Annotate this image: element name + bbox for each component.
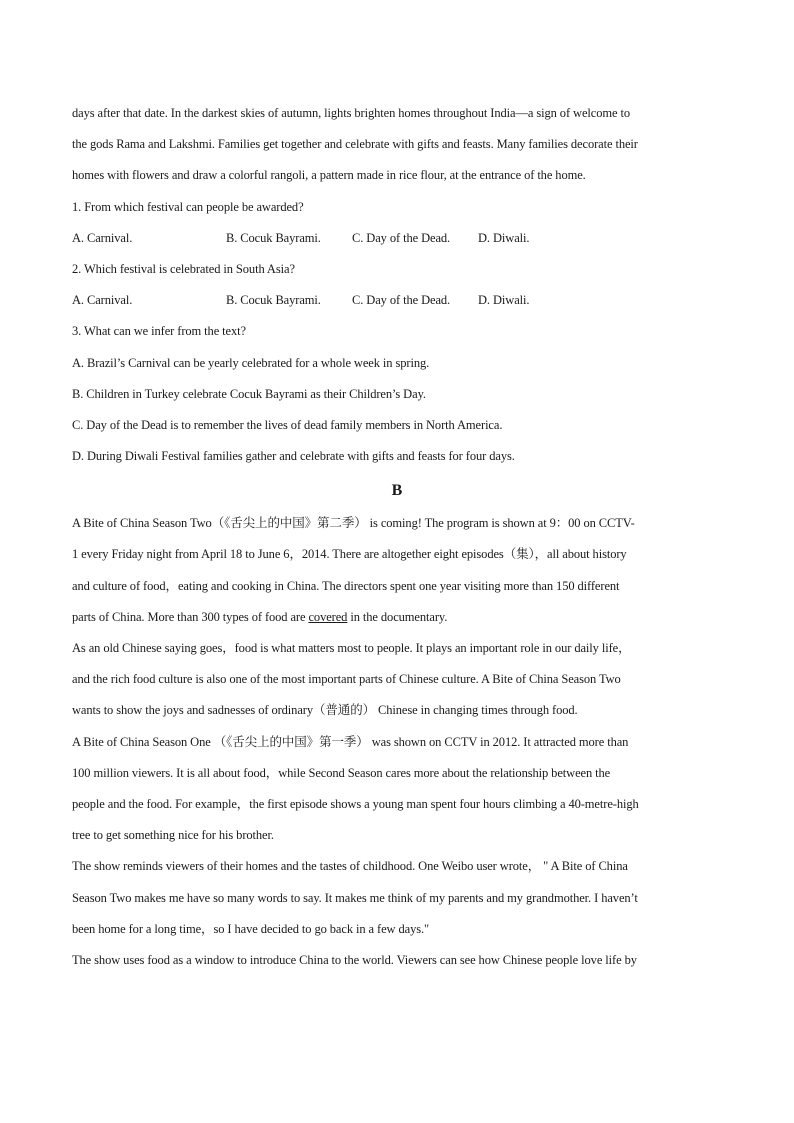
text-line: been home for a long time，so I have decided to go back in a few days.": [72, 921, 430, 936]
text-line: Season Two makes me have so many words to say. It makes me think of my parents and my grandmother. I haven’t: [72, 890, 638, 905]
text-line: wants to show the joys and sadnesses of ordinary（普通的） Chinese in changing times through food.: [72, 703, 578, 718]
underlined-word: covered: [308, 609, 348, 624]
text-line: people and the food. For example，the first episode shows a young man spent four hours climbing a 40-metre-high: [72, 796, 639, 811]
text-line: and culture of food，eating and cooking in China. The directors spent one year visiting more than 150 different: [72, 578, 620, 593]
text-line: The show reminds viewers of their homes and the tastes of childhood. One Weibo user wrote， " A Bite of China: [72, 859, 628, 874]
question-stem: 2. Which festival is celebrated in South Asia?: [72, 261, 295, 276]
text-line: the gods Rama and Lakshmi. Families get together and celebrate with gifts and feasts. Many families decorate their: [72, 137, 638, 152]
option-c: C. Day of the Dead.: [352, 293, 451, 308]
document-page: [72, 98, 722, 976]
option-a: A. Carnival.: [72, 230, 133, 245]
text-line: homes with flowers and draw a colorful rangoli, a pattern made in rice flour, at the entrance of the home.: [72, 168, 586, 183]
option-row: [72, 285, 722, 316]
option-c: C. Day of the Dead.: [352, 230, 451, 245]
text-segment: parts of China. More than 300 types of food are: [72, 609, 309, 624]
option-c: C. Day of the Dead is to remember the lives of dead family members in North America.: [72, 417, 503, 432]
option-a: A. Brazil’s Carnival can be yearly celebrated for a whole week in spring.: [72, 355, 430, 370]
option-d: D. During Diwali Festival families gather and celebrate with gifts and feasts for four days.: [72, 449, 515, 464]
text-segment: in the documentary.: [347, 609, 448, 624]
passage-b: [72, 508, 722, 976]
text-line: and the rich food culture is also one of the most important parts of Chinese culture. A Bite of China Season Two: [72, 672, 621, 687]
text-line: tree to get something nice for his brother.: [72, 828, 274, 843]
option-b: B. Cocuk Bayrami.: [226, 230, 321, 245]
section-heading-b: B: [391, 482, 403, 500]
question-stem: 1. From which festival can people be awarded?: [72, 199, 304, 214]
text-line: A Bite of China Season Two（《舌尖上的中国》第二季） is coming! The program is shown at 9：00 on CCTV-: [72, 516, 635, 531]
text-line: days after that date. In the darkest skies of autumn, lights brighten homes throughout India—a sign of welcome to: [72, 106, 631, 120]
option-b: B. Children in Turkey celebrate Cocuk Bayrami as their Children’s Day.: [72, 386, 426, 401]
option-b: B. Cocuk Bayrami.: [226, 293, 321, 308]
text-line: [72, 602, 722, 633]
question-1: [72, 192, 722, 254]
option-d: D. Diwali.: [478, 293, 530, 308]
option-a: A. Carnival.: [72, 293, 133, 308]
text-line: The show uses food as a window to introduce China to the world. Viewers can see how Chinese people love life by: [72, 952, 637, 967]
passage-a-tail: [72, 98, 722, 192]
text-line: 100 million viewers. It is all about food，while Second Season cares more about the relationship between the: [72, 765, 611, 780]
text-line: 1 every Friday night from April 18 to June 6，2014. There are altogether eight episodes（集），all about history: [72, 547, 627, 562]
text-line: As an old Chinese saying goes，food is what matters most to people. It plays an important role in our daily life，: [72, 641, 631, 655]
option-d: D. Diwali.: [478, 230, 530, 245]
option-row: [72, 223, 722, 254]
text-line: A Bite of China Season One （《舌尖上的中国》第一季） was shown on CCTV in 2012. It attracted more than: [72, 734, 629, 749]
question-stem: 3. What can we infer from the text?: [72, 324, 246, 339]
question-2: [72, 254, 722, 316]
question-3: [72, 316, 722, 472]
